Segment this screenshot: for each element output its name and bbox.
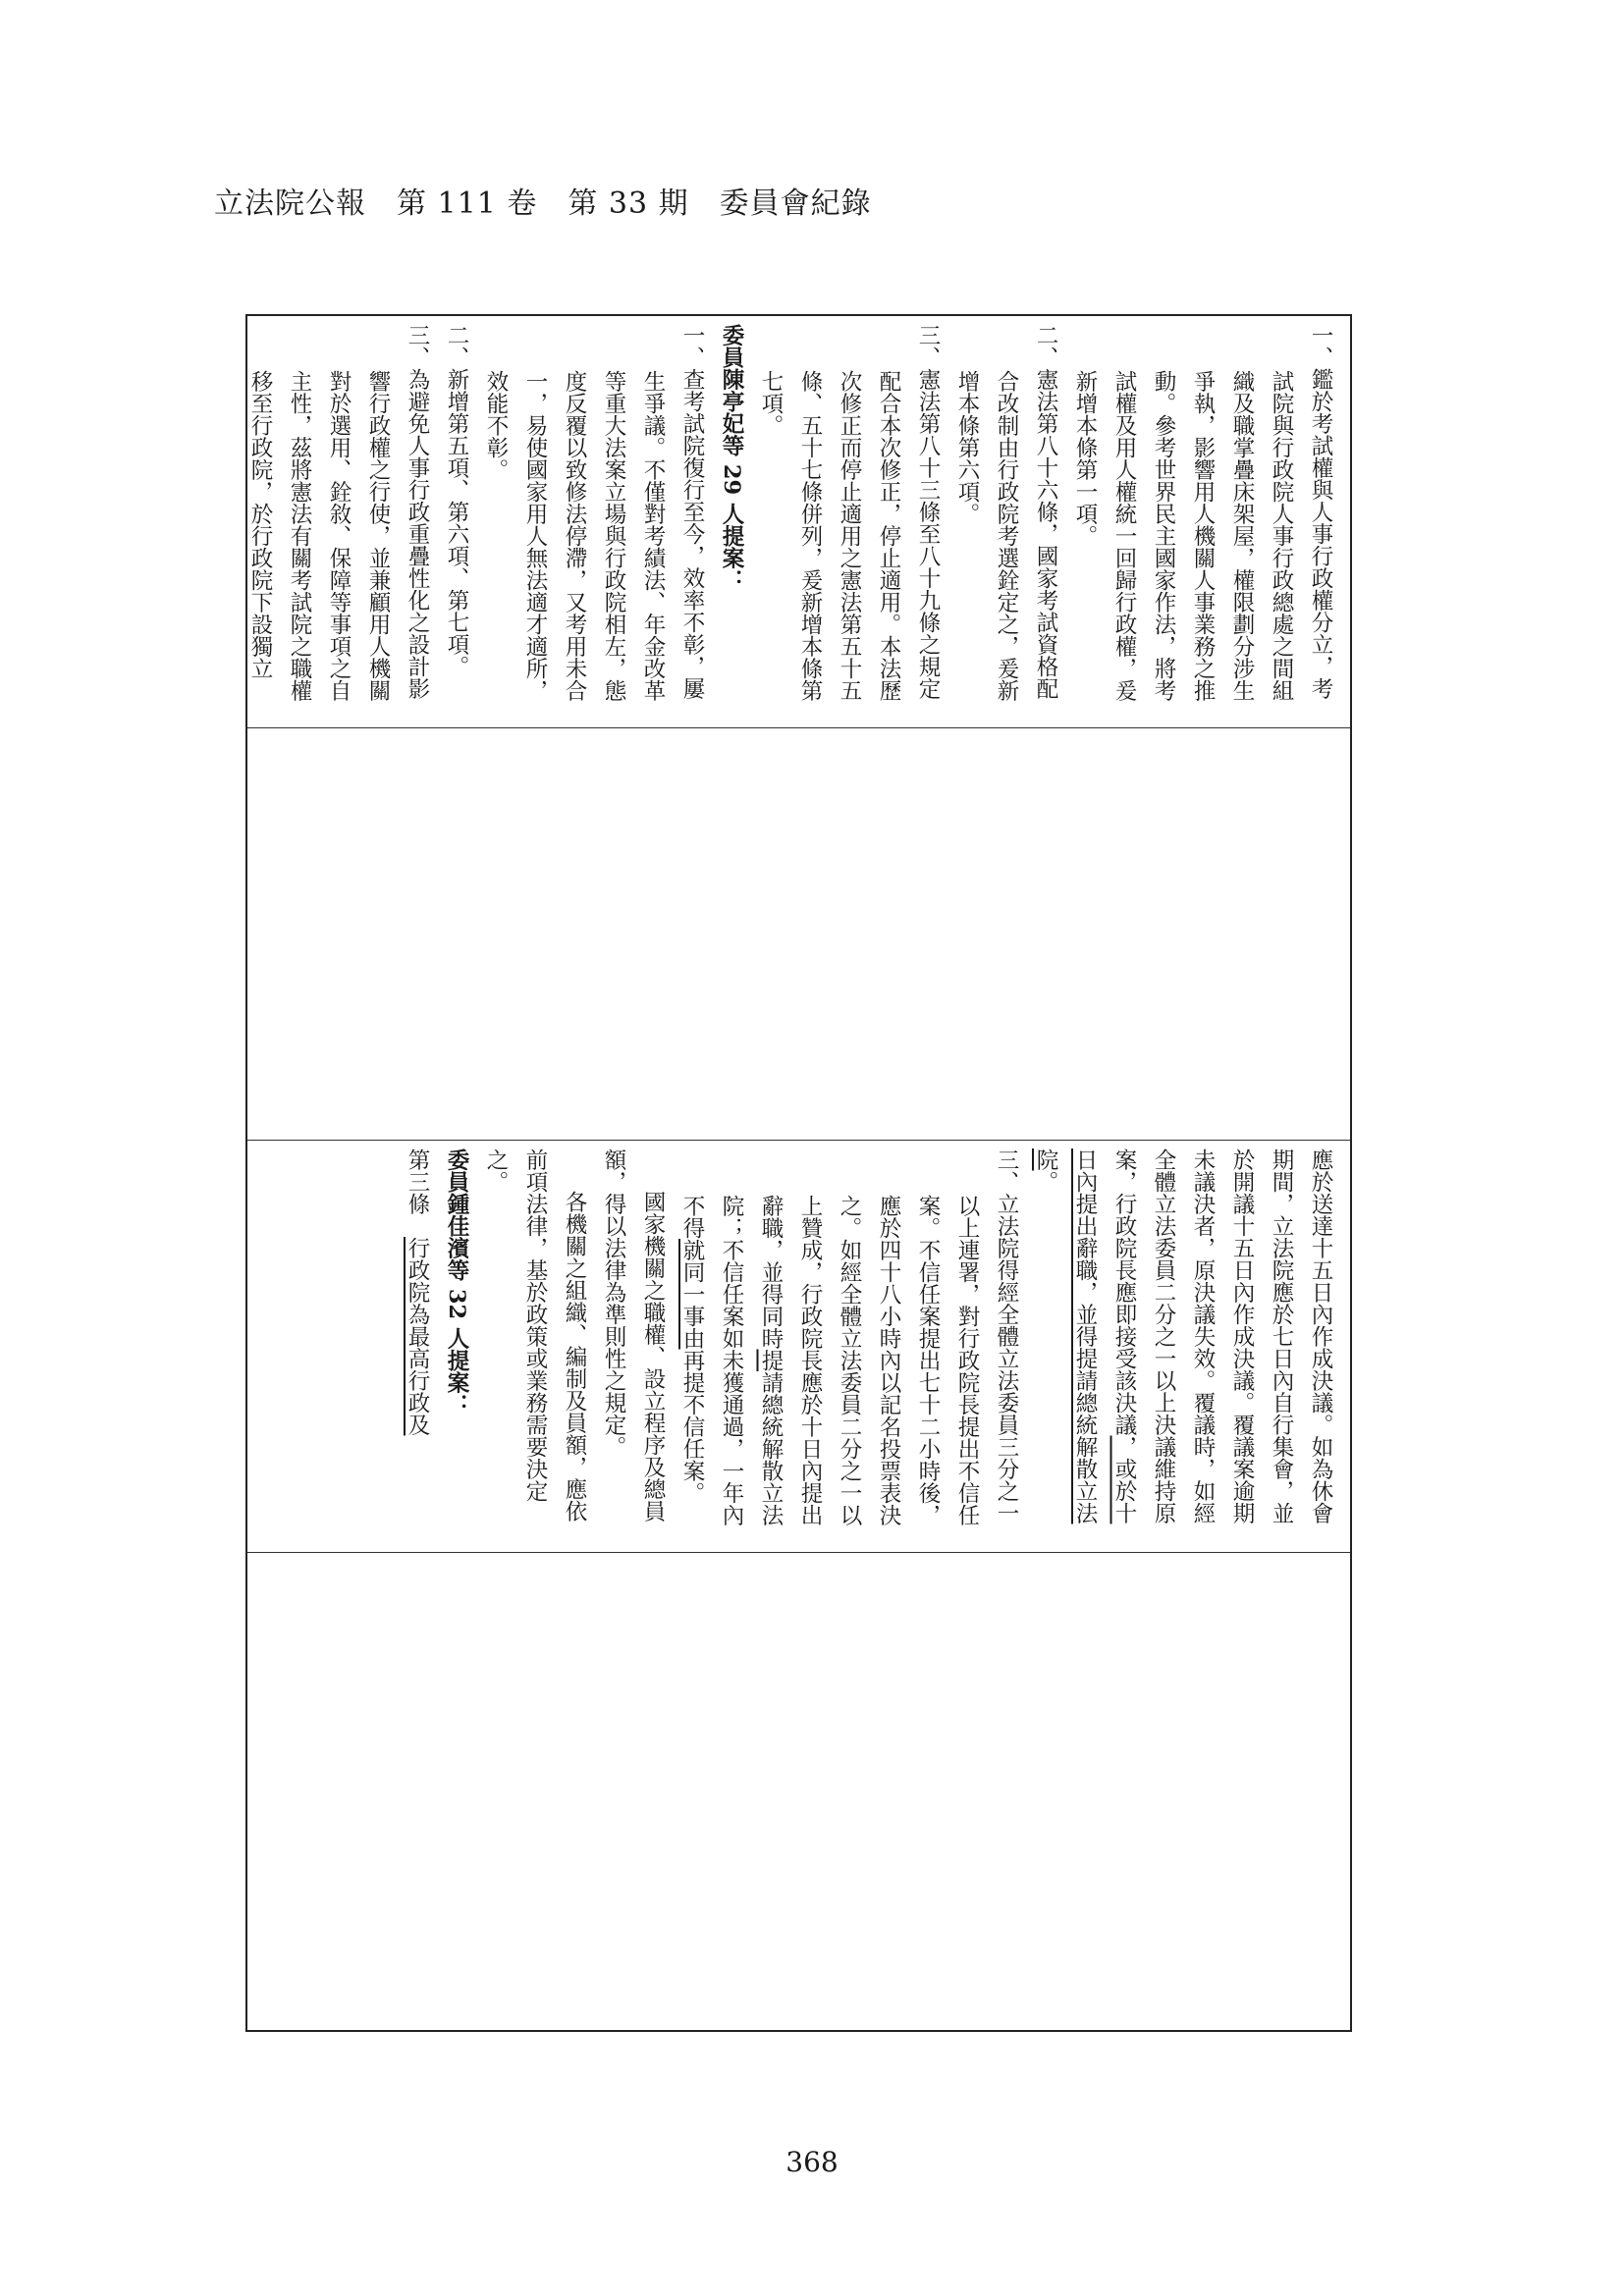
explanation-item-2: 二、新增第五項、第六項、第七項。 [444,324,469,677]
explanation-item-3: 三、憲法第八十三條至八十九條之規定配合本次修正，停止適用。本法歷次修正而停止適用之憲法第五十五條、五十七條併列，爰新增本條第七項。 [758,324,941,702]
blank-column [247,1553,1350,2032]
amendment-paragraph: 應於送達十五日內作成決議。如為休會期間，立法院應於七日內自行集會，並於開議十五日內作成決議。覆議案逾期未議決者，原決議失效。覆議時，如經全體立法委員二分之一以上決議維持原案，行政院長應即接受該決議，或於十日內提出辭職，並得提請總統解散立法院。 [1033,1148,1333,1524]
current-text-column [247,728,1350,1139]
proposer-heading: 委員陳亭妃等 29 人提案： [719,324,744,591]
amendment-item-3: 三、立法院得經全體立法委員三分之一以上連署，對行政院長提出不信任案。不信任案提出七十二小時後，應於四十八小時內以記名投票表決之。如經全體立法委員二分之一以上贊成，行政院長應於十日內提出辭職，並得同時提請總統解散立法院；不信任案如未獲通過，一年內不得就同一事由再提不信任案。 [679,1148,1019,1526]
amendment-column [247,1141,1350,1551]
underlined-text: 行政院為最高行政及 [405,1237,430,1436]
explanation-column [247,316,1350,726]
explanation-item-1: 一、鑑於考試權與人事行政權分立，考試院與行政院人事行政總處之間組織及職掌疊床架屋，權限劃分涉生爭執，影響用人機關人事業務之推動。參考世界民主國家作法，將考試權及用人權統一回歸行政權，爰新增本條第一項。 [1072,324,1333,702]
underlined-text: 提 [758,1349,784,1372]
amendment-paragraph: 各機關之組織、編制及員額，應依前項法律，基於政策或業務需要決定之。 [483,1148,587,1522]
underlined-text: 就同一事由 [679,1239,705,1350]
explanation-item-3: 三、為避免人事行政重疊性化之設計影響行政權之行使，並兼顧用人機關對於選用、銓敘、保障等事項之自主性，茲將憲法有關考試院之職權移至行政院，於行政院下設獨立 [247,324,430,702]
underlined-text: ，或於十日內提出辭職，並得提請總統解散立法院 [1033,1148,1137,1524]
amendment-paragraph: 國家機關之職權、設立程序及總員額，得以法律為準則性之規定。 [601,1148,666,1522]
explanation-item-1: 一、查考試院復行至今，效率不彰，屢生爭議。不僅對考績法、年金改革等重大法案立場與行政院相左，態度反覆以致修法停滯，又考用未合一，易使國家用人無法適才適所，效能不彰。 [483,324,705,702]
article-3: 第三條 行政院為最高行政及 [405,1148,430,1436]
proposer-heading: 委員鍾佳濱等 32 人提案： [444,1148,469,1415]
comparison-table [245,314,1352,2032]
page-header: 立法院公報 第 111 卷 第 33 期 委員會紀錄 [214,187,872,221]
page-number: 368 [785,2146,839,2178]
explanation-item-2: 二、憲法第八十六條，國家考試資格配合改制由行政院考選銓定之，爰新增本條第六項。 [954,324,1058,702]
